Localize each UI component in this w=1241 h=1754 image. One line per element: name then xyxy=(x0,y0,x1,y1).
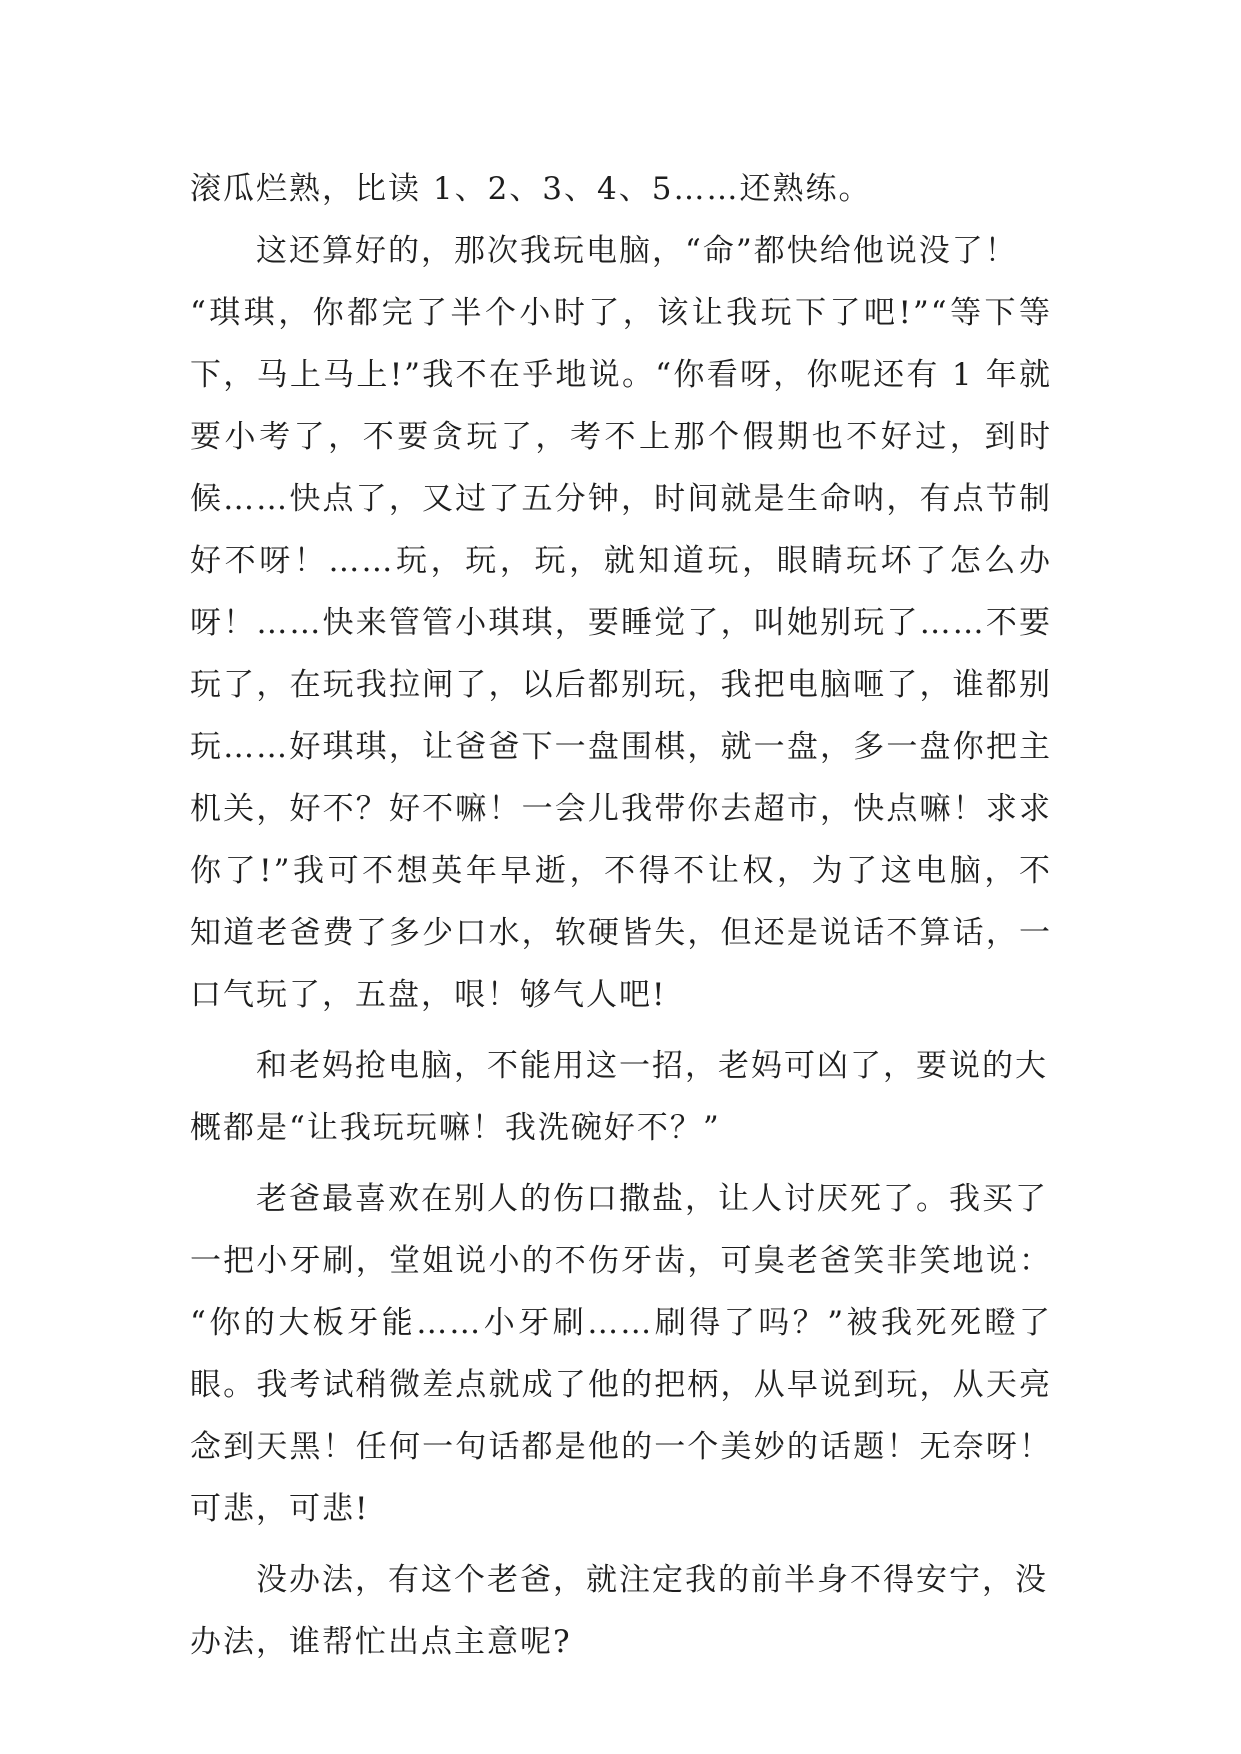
text-line: 老爸最喜欢在别人的伤口撒盐，让人讨厌死了。我买了 xyxy=(190,1181,1048,1217)
text-line: 可悲，可悲! xyxy=(190,1491,370,1527)
text-line: 一把小牙刷，堂姐说小的不伤牙齿，可臭老爸笑非笑地说： xyxy=(190,1243,1052,1279)
body-text xyxy=(190,158,1052,1673)
text-line: 这还算好的，那次我玩电脑，“命”都快给他说没了！ xyxy=(190,233,1018,269)
text-line: 念到天黑！任何一句话都是他的一个美妙的话题！无奈呀！ xyxy=(190,1429,1052,1465)
text-line: “琪琪，你都完了半个小时了，该让我玩下了吧!”“等下等 xyxy=(190,295,1052,331)
text-line: 概都是“让我玩玩嘛！我洗碗好不？” xyxy=(190,1110,721,1146)
text-line: 机关，好不？好不嘛！一会儿我带你去超市，快点嘛！求求 xyxy=(190,791,1052,827)
text-line: 你了!”我可不想英年早逝，不得不让权，为了这电脑，不 xyxy=(190,853,1052,889)
text-line: “你的大板牙能……小牙刷……刷得了吗？”被我死死瞪了 xyxy=(190,1305,1052,1341)
text-line: 呀！……快来管管小琪琪，要睡觉了，叫她别玩了……不要 xyxy=(190,605,1052,641)
text-line: 眼。我考试稍微差点就成了他的把柄，从早说到玩，从天亮 xyxy=(190,1367,1052,1403)
text-line: 和老妈抢电脑，不能用这一招，老妈可凶了，要说的大 xyxy=(190,1048,1048,1084)
text-line: 办法，谁帮忙出点主意呢? xyxy=(190,1624,572,1660)
text-line: 玩了，在玩我拉闸了，以后都别玩，我把电脑咂了，谁都别 xyxy=(190,667,1052,703)
text-line: 知道老爸费了多少口水，软硬皆失，但还是说话不算话，一 xyxy=(190,915,1052,951)
text-line: 玩……好琪琪，让爸爸下一盘围棋，就一盘，多一盘你把主 xyxy=(190,729,1052,765)
text-line: 滚瓜烂熟，比读 1、2、3、4、5……还熟练。 xyxy=(190,171,872,207)
text-line: 候……快点了，又过了五分钟，时间就是生命呐，有点节制 xyxy=(190,481,1052,517)
text-line: 口气玩了，五盘，哏！够气人吧! xyxy=(190,977,667,1013)
text-line: 下，马上马上!”我不在乎地说。“你看呀，你呢还有 1 年就 xyxy=(190,357,1052,393)
text-line: 没办法，有这个老爸，就注定我的前半身不得安宁，没 xyxy=(190,1562,1048,1598)
text-line: 要小考了，不要贪玩了，考不上那个假期也不好过，到时 xyxy=(190,419,1052,455)
text-line: 好不呀！……玩，玩，玩，就知道玩，眼睛玩坏了怎么办 xyxy=(190,543,1052,579)
